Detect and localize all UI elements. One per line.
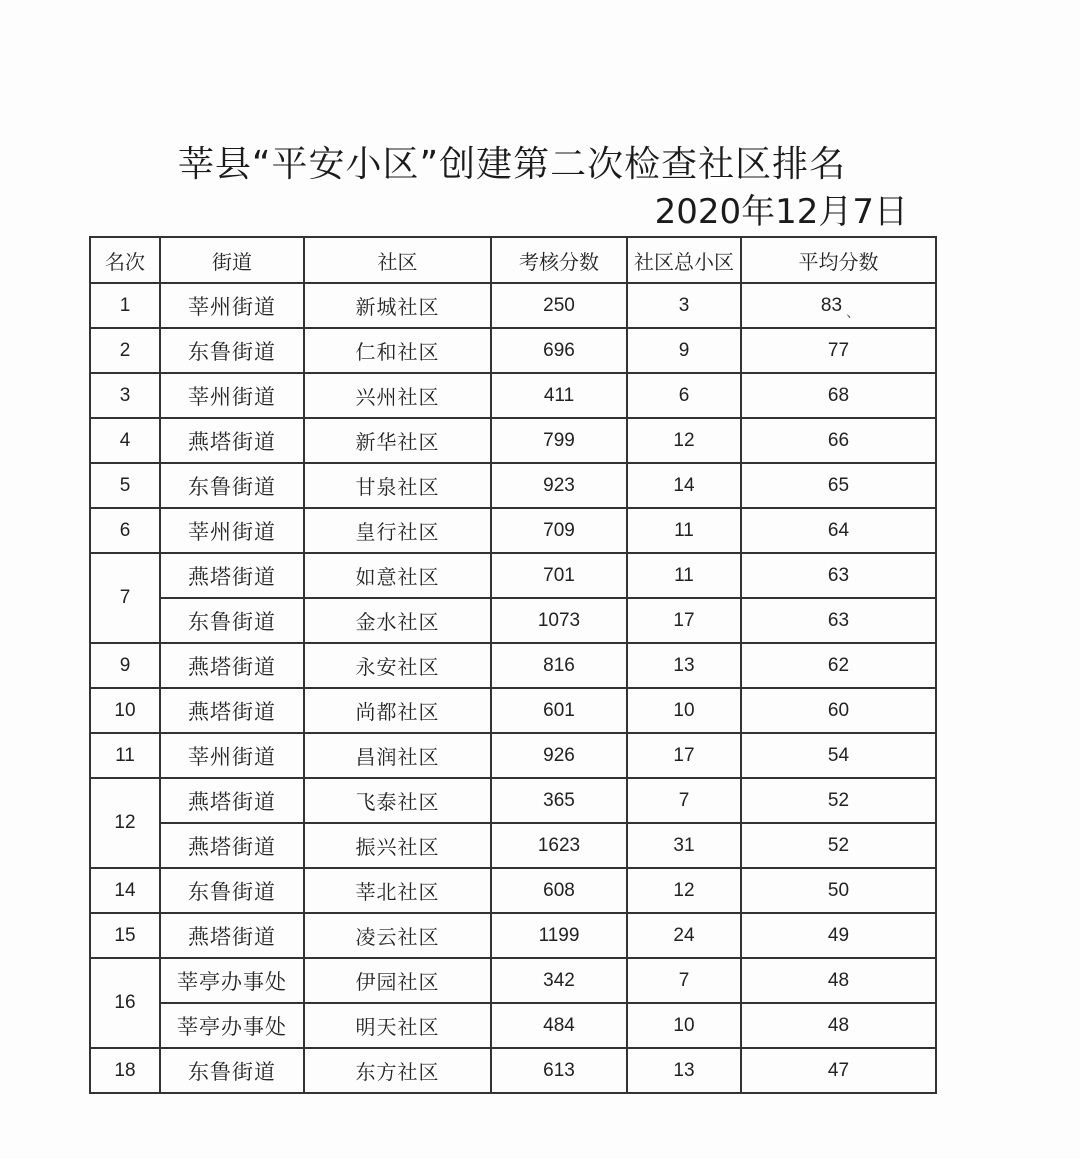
table-row <box>90 598 936 643</box>
average-cell: 64 <box>741 508 936 553</box>
rank-cell: 11 <box>90 733 160 778</box>
header-street: 街道 <box>160 237 304 283</box>
average-cell: 47 <box>741 1048 936 1093</box>
street-cell: 东鲁街道 <box>160 463 304 508</box>
table-row <box>90 328 936 373</box>
table-row <box>90 463 936 508</box>
score-cell: 1623 <box>491 823 627 868</box>
subdistricts-cell: 11 <box>627 553 741 598</box>
table-row <box>90 1048 936 1093</box>
community-cell: 永安社区 <box>304 643 491 688</box>
street-cell: 东鲁街道 <box>160 328 304 373</box>
score-cell: 365 <box>491 778 627 823</box>
community-cell: 皇行社区 <box>304 508 491 553</box>
pen-mark: 、 <box>846 303 861 320</box>
score-cell: 926 <box>491 733 627 778</box>
community-cell: 兴州社区 <box>304 373 491 418</box>
document-title: 莘县“平安小区”创建第二次检查社区排名 <box>177 144 847 185</box>
rank-cell: 6 <box>90 508 160 553</box>
community-cell: 振兴社区 <box>304 823 491 868</box>
community-cell: 金水社区 <box>304 598 491 643</box>
average-cell: 50 <box>741 868 936 913</box>
community-cell: 如意社区 <box>304 553 491 598</box>
score-cell: 342 <box>491 958 627 1003</box>
subdistricts-cell: 17 <box>627 598 741 643</box>
community-cell: 昌润社区 <box>304 733 491 778</box>
subdistricts-cell: 13 <box>627 643 741 688</box>
subdistricts-cell: 9 <box>627 328 741 373</box>
table-row <box>90 1003 936 1048</box>
rank-cell: 15 <box>90 913 160 958</box>
street-cell: 燕塔街道 <box>160 778 304 823</box>
street-cell: 东鲁街道 <box>160 1048 304 1093</box>
table-row <box>90 778 936 823</box>
community-cell: 伊园社区 <box>304 958 491 1003</box>
street-cell: 燕塔街道 <box>160 643 304 688</box>
street-cell: 燕塔街道 <box>160 913 304 958</box>
rank-cell: 5 <box>90 463 160 508</box>
rank-cell: 1 <box>90 283 160 328</box>
rank-cell: 2 <box>90 328 160 373</box>
street-cell: 莘州街道 <box>160 733 304 778</box>
community-cell: 尚都社区 <box>304 688 491 733</box>
rank-cell: 4 <box>90 418 160 463</box>
average-cell: 62 <box>741 643 936 688</box>
table-row <box>90 913 936 958</box>
community-cell: 明天社区 <box>304 1003 491 1048</box>
header-subdistricts: 社区总小区 <box>627 237 741 283</box>
score-cell: 923 <box>491 463 627 508</box>
average-cell: 68 <box>741 373 936 418</box>
street-cell: 燕塔街道 <box>160 418 304 463</box>
community-cell: 甘泉社区 <box>304 463 491 508</box>
subdistricts-cell: 7 <box>627 958 741 1003</box>
table-row <box>90 283 936 328</box>
table-header-row <box>90 237 936 283</box>
header-community: 社区 <box>304 237 491 283</box>
table-row <box>90 958 936 1003</box>
subdistricts-cell: 12 <box>627 868 741 913</box>
ranking-table <box>89 236 937 1094</box>
subdistricts-cell: 13 <box>627 1048 741 1093</box>
document-date: 2020年12月7日 <box>654 192 908 232</box>
community-cell: 莘北社区 <box>304 868 491 913</box>
score-cell: 816 <box>491 643 627 688</box>
average-cell: 48 <box>741 958 936 1003</box>
community-cell: 东方社区 <box>304 1048 491 1093</box>
score-cell: 601 <box>491 688 627 733</box>
street-cell: 莘州街道 <box>160 373 304 418</box>
street-cell: 燕塔街道 <box>160 688 304 733</box>
table-row <box>90 373 936 418</box>
table-row <box>90 418 936 463</box>
table-row <box>90 733 936 778</box>
score-cell: 701 <box>491 553 627 598</box>
score-cell: 608 <box>491 868 627 913</box>
community-cell: 新华社区 <box>304 418 491 463</box>
street-cell: 莘亭办事处 <box>160 1003 304 1048</box>
rank-cell: 9 <box>90 643 160 688</box>
table-row <box>90 823 936 868</box>
score-cell: 613 <box>491 1048 627 1093</box>
score-cell: 250 <box>491 283 627 328</box>
score-cell: 411 <box>491 373 627 418</box>
average-cell: 60 <box>741 688 936 733</box>
score-cell: 484 <box>491 1003 627 1048</box>
table-row <box>90 508 936 553</box>
average-cell <box>741 283 936 328</box>
header-average: 平均分数 <box>741 237 936 283</box>
average-cell: 54 <box>741 733 936 778</box>
street-cell: 莘州街道 <box>160 508 304 553</box>
header-rank: 名次 <box>90 237 160 283</box>
score-cell: 1199 <box>491 913 627 958</box>
community-cell: 飞泰社区 <box>304 778 491 823</box>
score-cell: 1073 <box>491 598 627 643</box>
average-cell: 65 <box>741 463 936 508</box>
rank-cell: 14 <box>90 868 160 913</box>
average-cell: 63 <box>741 553 936 598</box>
rank-cell: 18 <box>90 1048 160 1093</box>
rank-cell: 10 <box>90 688 160 733</box>
table-row <box>90 643 936 688</box>
table-row <box>90 553 936 598</box>
subdistricts-cell: 3 <box>627 283 741 328</box>
subdistricts-cell: 11 <box>627 508 741 553</box>
subdistricts-cell: 24 <box>627 913 741 958</box>
average-cell: 48 <box>741 1003 936 1048</box>
street-cell: 莘亭办事处 <box>160 958 304 1003</box>
subdistricts-cell: 6 <box>627 373 741 418</box>
average-cell: 63 <box>741 598 936 643</box>
street-cell: 莘州街道 <box>160 283 304 328</box>
street-cell: 燕塔街道 <box>160 823 304 868</box>
subdistricts-cell: 10 <box>627 1003 741 1048</box>
community-cell: 新城社区 <box>304 283 491 328</box>
subdistricts-cell: 10 <box>627 688 741 733</box>
subdistricts-cell: 14 <box>627 463 741 508</box>
average-cell: 49 <box>741 913 936 958</box>
table-row <box>90 868 936 913</box>
street-cell: 东鲁街道 <box>160 868 304 913</box>
score-cell: 709 <box>491 508 627 553</box>
community-cell: 凌云社区 <box>304 913 491 958</box>
average-cell: 52 <box>741 778 936 823</box>
score-cell: 696 <box>491 328 627 373</box>
rank-cell: 16 <box>90 958 160 1048</box>
rank-cell: 12 <box>90 778 160 868</box>
community-cell: 仁和社区 <box>304 328 491 373</box>
rank-cell: 7 <box>90 553 160 643</box>
average-value: 83 <box>820 294 843 316</box>
subdistricts-cell: 31 <box>627 823 741 868</box>
header-score: 考核分数 <box>491 237 627 283</box>
subdistricts-cell: 7 <box>627 778 741 823</box>
subdistricts-cell: 12 <box>627 418 741 463</box>
rank-cell: 3 <box>90 373 160 418</box>
subdistricts-cell: 17 <box>627 733 741 778</box>
table-row <box>90 688 936 733</box>
average-cell: 52 <box>741 823 936 868</box>
street-cell: 燕塔街道 <box>160 553 304 598</box>
average-cell: 66 <box>741 418 936 463</box>
average-cell: 77 <box>741 328 936 373</box>
street-cell: 东鲁街道 <box>160 598 304 643</box>
score-cell: 799 <box>491 418 627 463</box>
